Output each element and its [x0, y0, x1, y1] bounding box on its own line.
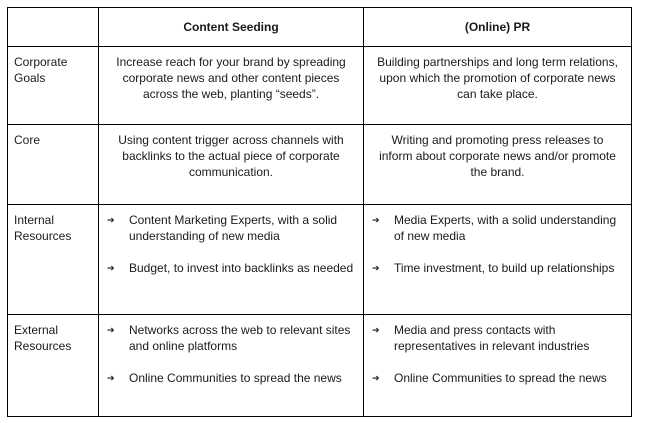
seeding-text: Using content trigger across channels with backlinks to the actual piece of corporate communication.: [118, 133, 344, 179]
bullet-text: Content Marketing Experts, with a solid understanding of new media: [129, 213, 338, 243]
header-online-pr: (Online) PR: [364, 8, 632, 47]
header-content-seeding: Content Seeding: [99, 8, 364, 47]
row-label-cell: [8, 205, 99, 315]
list-item: [107, 260, 357, 276]
list-item: [372, 212, 625, 244]
row-internal-resources: [8, 205, 632, 315]
row-label: External Resources: [14, 323, 72, 353]
bullet-text: Media Experts, with a solid understanding of new media: [394, 213, 617, 243]
row-label: Core: [14, 133, 41, 147]
pr-cell: [364, 205, 632, 315]
row-label-cell: [8, 125, 99, 205]
row-corporate-goals: [8, 47, 632, 125]
seeding-text: Increase reach for your brand by spreading corporate news and other content pieces across the web, planting “seeds”.: [116, 55, 346, 101]
pr-text: Building partnerships and long term relations, upon which the promotion of corporate news can take place.: [377, 55, 618, 101]
list-item: [107, 370, 357, 386]
row-core: [8, 125, 632, 205]
arrow-bullet-icon: ➔: [372, 325, 380, 335]
pr-bullet-list: [364, 205, 631, 276]
list-item: [107, 322, 357, 354]
seeding-cell: [99, 125, 364, 205]
arrow-bullet-icon: ➔: [107, 215, 115, 225]
list-item: [107, 212, 357, 244]
pr-cell: [364, 125, 632, 205]
row-external-resources: [8, 315, 632, 417]
row-label-cell: [8, 47, 99, 125]
comparison-table-frame: [7, 7, 631, 411]
list-item: [372, 322, 625, 354]
seeding-cell: [99, 47, 364, 125]
comparison-table: [7, 7, 632, 417]
bullet-text: Networks across the web to relevant sites and online platforms: [129, 323, 351, 353]
pr-cell: [364, 47, 632, 125]
header-row: [8, 8, 632, 47]
bullet-text: Budget, to invest into backlinks as needed: [129, 261, 354, 275]
seeding-cell: [99, 205, 364, 315]
row-label-cell: [8, 315, 99, 417]
pr-cell: [364, 315, 632, 417]
pr-text: Writing and promoting press releases to inform about corporate news and/or promote the brand.: [379, 133, 616, 179]
arrow-bullet-icon: ➔: [107, 325, 115, 335]
seeding-bullet-list: [99, 205, 363, 276]
seeding-cell: [99, 315, 364, 417]
pr-bullet-list: [364, 315, 631, 386]
row-label: Internal Resources: [14, 213, 72, 243]
list-item: [372, 260, 625, 276]
bullet-text: Media and press contacts with representatives in relevant industries: [394, 323, 590, 353]
list-item: [372, 370, 625, 386]
header-empty-cell: [8, 8, 99, 47]
bullet-text: Online Communities to spread the news: [129, 371, 342, 385]
bullet-text: Time investment, to build up relationships: [394, 261, 615, 275]
bullet-text: Online Communities to spread the news: [394, 371, 607, 385]
arrow-bullet-icon: ➔: [372, 215, 380, 225]
arrow-bullet-icon: ➔: [372, 263, 380, 273]
arrow-bullet-icon: ➔: [107, 373, 115, 383]
seeding-bullet-list: [99, 315, 363, 386]
arrow-bullet-icon: ➔: [107, 263, 115, 273]
row-label: Corporate Goals: [14, 55, 68, 85]
arrow-bullet-icon: ➔: [372, 373, 380, 383]
